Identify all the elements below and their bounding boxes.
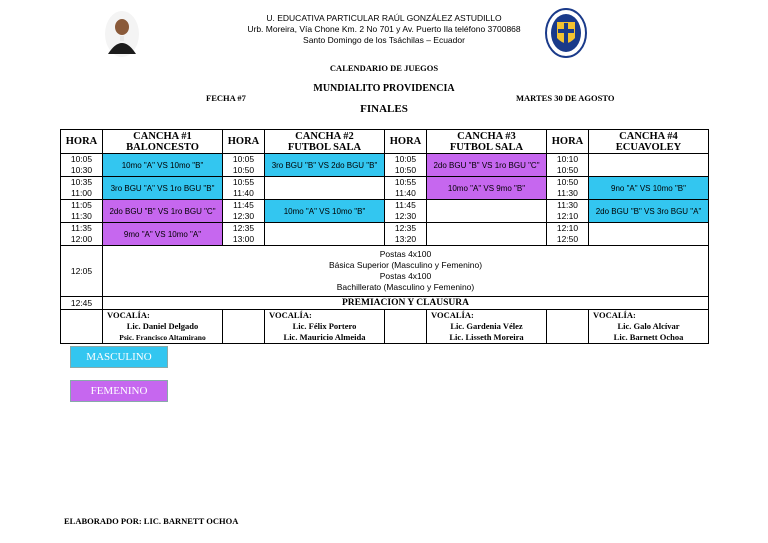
- fecha-label: FECHA #7: [206, 93, 246, 103]
- time-cell: 10:50 11:30: [547, 177, 589, 200]
- time-cell: 11:45 12:30: [385, 200, 427, 223]
- time-cell: 11:05 11:30: [61, 200, 103, 223]
- vocalia-row: [61, 310, 709, 344]
- stage-title: FINALES: [360, 103, 408, 115]
- match-cell: [265, 223, 385, 246]
- court-3-header: CANCHA #3 FUTBOL SALA: [427, 130, 547, 154]
- time-cell: 11:45 12:30: [223, 200, 265, 223]
- match-cell: 10mo "A" VS 9mo "B": [427, 177, 547, 200]
- time-cell: 12:35 13:20: [385, 223, 427, 246]
- vocalia-cell-4: VOCALÍA: Lic. Galo Alcívar Lic. Barnett Ochoa: [589, 310, 709, 344]
- saint-portrait-logo: [104, 10, 140, 58]
- time-cell: 10:55 11:40: [385, 177, 427, 200]
- header-row: [61, 130, 709, 154]
- vocalia-cell-1: VOCALÍA: Lic. Daniel Delgado Psic. Francisco Altamirano: [103, 310, 223, 344]
- vocalia-cell-3: VOCALÍA: Lic. Gardenia Vélez Lic. Lisseth Moreira: [427, 310, 547, 344]
- event-title: MUNDIALITO PROVIDENCIA: [313, 83, 455, 94]
- match-cell: 9no "A" VS 10mo "B": [589, 177, 709, 200]
- empty-cell: [223, 310, 265, 344]
- empty-cell: [385, 310, 427, 344]
- match-cell: [427, 223, 547, 246]
- court-2-header: CANCHA #2 FUTBOL SALA: [265, 130, 385, 154]
- premiacion-row: [61, 297, 709, 310]
- time-cell: 11:30 12:10: [547, 200, 589, 223]
- time-cell: 11:35 12:00: [61, 223, 103, 246]
- school-city: Santo Domingo de los Tsáchilas – Ecuador: [303, 35, 465, 45]
- match-cell: 2do BGU "B" VS 3ro BGU "A": [589, 200, 709, 223]
- match-cell: 2do BGU "B" VS 1ro BGU "C": [103, 200, 223, 223]
- match-cell: [589, 154, 709, 177]
- elaborado-por: ELABORADO POR: LIC. BARNETT OCHOA: [64, 516, 239, 526]
- postas-time: 12:05: [61, 246, 103, 297]
- premiacion-time: 12:45: [61, 297, 103, 310]
- time-cell: 12:10 12:50: [547, 223, 589, 246]
- court-4-header: CANCHA #4 ECUAVOLEY: [589, 130, 709, 154]
- schedule-table: [60, 129, 709, 344]
- court-1-header: CANCHA #1 BALONCESTO: [103, 130, 223, 154]
- match-cell: [427, 200, 547, 223]
- table-row: [61, 223, 709, 246]
- time-cell: 10:05 10:50: [385, 154, 427, 177]
- match-cell: 9mo "A" VS 10mo "A": [103, 223, 223, 246]
- time-cell: 10:35 11:00: [61, 177, 103, 200]
- date-label: MARTES 30 DE AGOSTO: [516, 93, 615, 103]
- table-row: [61, 154, 709, 177]
- match-cell: 2do BGU "B" VS 1ro BGU "C": [427, 154, 547, 177]
- empty-cell: [61, 310, 103, 344]
- table-row: [61, 177, 709, 200]
- time-cell: 12:35 13:00: [223, 223, 265, 246]
- match-cell: 10mo "A" VS 10mo "B": [265, 200, 385, 223]
- school-name: U. EDUCATIVA PARTICULAR RAÚL GONZÁLEZ ASTUDILLO: [266, 13, 502, 23]
- time-cell: 10:10 10:50: [547, 154, 589, 177]
- legend-femenino: FEMENINO: [70, 380, 168, 402]
- match-cell: 3ro BGU "B" VS 2do BGU "B": [265, 154, 385, 177]
- hora-header: HORA: [223, 130, 265, 154]
- time-cell: 10:05 10:30: [61, 154, 103, 177]
- premiacion-label: PREMIACION Y CLAUSURA: [103, 297, 709, 310]
- hora-header: HORA: [61, 130, 103, 154]
- match-cell: 3ro BGU "A" VS 1ro BGU "B": [103, 177, 223, 200]
- table-row: [61, 200, 709, 223]
- postas-info: Postas 4x100 Básica Superior (Masculino y Femenino) Postas 4x100 Bachillerato (Masculino y Femenino): [103, 246, 709, 297]
- match-cell: [589, 223, 709, 246]
- legend-masculino: MASCULINO: [70, 346, 168, 368]
- vocalia-cell-2: VOCALÍA: Lic. Félix Portero Lic. Mauricio Almeida: [265, 310, 385, 344]
- empty-cell: [547, 310, 589, 344]
- postas-row: [61, 246, 709, 297]
- hora-header: HORA: [385, 130, 427, 154]
- calendar-title: CALENDARIO DE JUEGOS: [329, 63, 439, 73]
- match-cell: [265, 177, 385, 200]
- time-cell: 10:05 10:50: [223, 154, 265, 177]
- hora-header: HORA: [547, 130, 589, 154]
- school-address: Urb. Moreira, Vía Chone Km. 2 No 701 y Av. Puerto Ila teléfono 3700868: [247, 24, 521, 34]
- time-cell: 10:55 11:40: [223, 177, 265, 200]
- match-cell: 10mo "A" VS 10mo "B": [103, 154, 223, 177]
